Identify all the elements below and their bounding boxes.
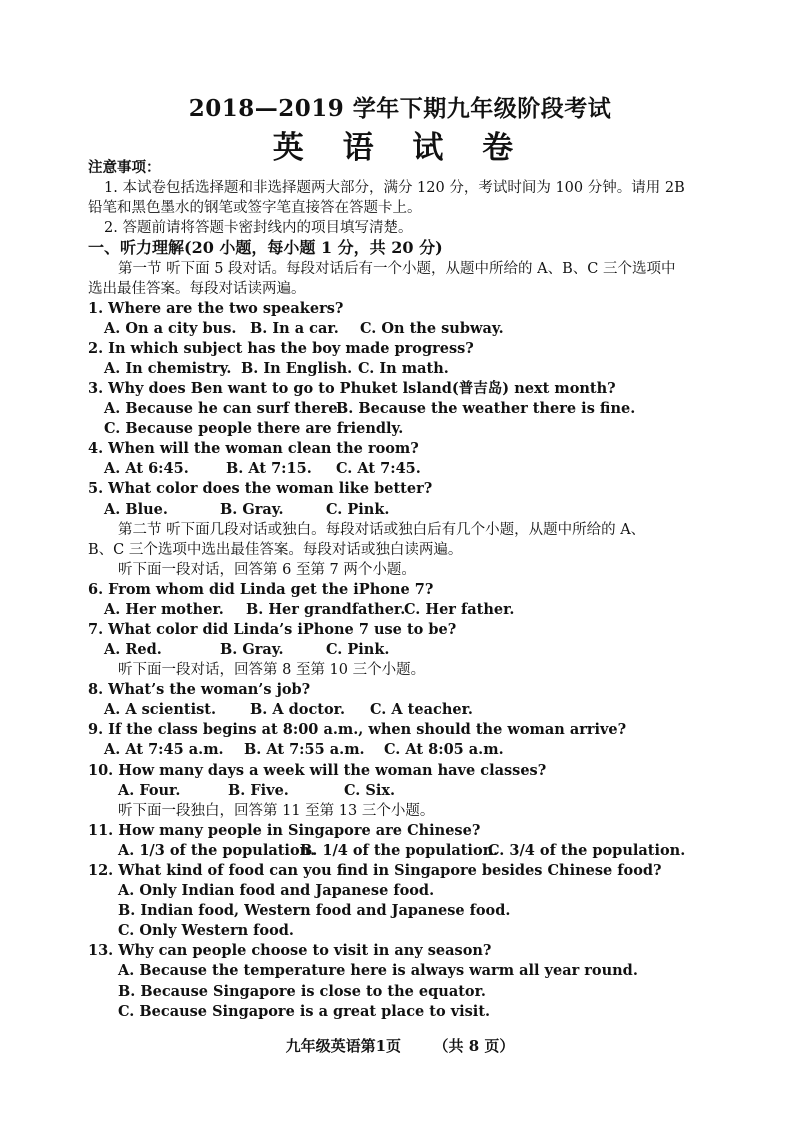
options-4 bbox=[104, 459, 720, 479]
option-c: C. Pink. bbox=[326, 501, 390, 518]
option-a: A. Her mother. bbox=[104, 601, 224, 618]
question-13: 13. Why can people choose to visit in any season? bbox=[88, 942, 492, 959]
option-c: C. In math. bbox=[358, 360, 449, 377]
page-footer bbox=[0, 1035, 800, 1056]
option-a: A. Only Indian food and Japanese food. bbox=[118, 882, 435, 899]
directions-11-13: 听下面一段独白，回答第 11 至第 13 三个小题。 bbox=[118, 803, 435, 819]
option-c: C. Only Western food. bbox=[118, 922, 294, 939]
option-b: B. In a car. bbox=[250, 320, 339, 337]
option-b: B. Gray. bbox=[220, 641, 284, 658]
option-b: B. In English. bbox=[241, 360, 353, 377]
option-b: B. At 7:55 a.m. bbox=[244, 741, 365, 758]
option-b: B. At 7:15. bbox=[226, 460, 312, 477]
question-11: 11. How many people in Singapore are Chinese? bbox=[88, 822, 481, 839]
total-pages-label: （共 8 页） bbox=[433, 1037, 515, 1055]
note-item-1-cont: 铅笔和黑色墨水的钢笔或签字笔直接答在答题卡上。 bbox=[88, 200, 422, 216]
option-a: A. Red. bbox=[104, 641, 162, 658]
option-c: C. Because Singapore is a great place to visit. bbox=[118, 1003, 491, 1020]
option-c: C. A teacher. bbox=[370, 701, 473, 718]
question-4: 4. When will the woman clean the room? bbox=[88, 440, 419, 457]
question-6: 6. From whom did Linda get the iPhone 7? bbox=[88, 581, 434, 598]
question-1: 1. Where are the two speakers? bbox=[88, 300, 344, 317]
option-b: B. A doctor. bbox=[250, 701, 346, 718]
part2-instructions-cont: B、C 三个选项中选出最佳答案。每段对话或独白读两遍。 bbox=[88, 542, 463, 558]
option-c: C. Six. bbox=[344, 782, 396, 799]
note-item-2: 2. 答题前请将答题卡密封线内的项目填写清楚。 bbox=[104, 220, 413, 236]
directions-8-10: 听下面一段对话，回答第 8 至第 10 三个小题。 bbox=[118, 662, 426, 678]
options-2 bbox=[104, 359, 720, 379]
part1-instructions: 第一节 听下面 5 段对话。每段对话后有一个小题，从题中所给的 A、B、C 三个选项中 bbox=[118, 261, 676, 277]
option-c: C. Because people there are friendly. bbox=[104, 420, 404, 437]
option-b: B. Indian food, Western food and Japanese food. bbox=[118, 902, 511, 919]
option-a: A. Because he can surf there. bbox=[104, 400, 343, 417]
option-a: A. Because the temperature here is always warm all year round. bbox=[118, 962, 638, 979]
notes-heading: 注意事项： bbox=[88, 159, 161, 176]
option-a: A. On a city bus. bbox=[104, 320, 237, 337]
option-b: B. Gray. bbox=[220, 501, 284, 518]
question-12: 12. What kind of food can you find in Singapore besides Chinese food? bbox=[88, 862, 662, 879]
question-7: 7. What color did Linda’s iPhone 7 use to be? bbox=[88, 621, 457, 638]
option-c: C. 3/4 of the population. bbox=[488, 842, 686, 859]
part1-instructions-cont: 选出最佳答案。每段对话读两遍。 bbox=[88, 281, 306, 297]
options-5 bbox=[104, 500, 720, 520]
options-7 bbox=[104, 640, 720, 660]
option-a: A. 1/3 of the population. bbox=[118, 842, 316, 859]
options-3 bbox=[104, 399, 720, 419]
exam-title: 2018—2019 学年下期九年级阶段考试 bbox=[188, 95, 612, 122]
options-1 bbox=[104, 319, 720, 339]
option-b: B. Because the weather there is fine. bbox=[336, 400, 636, 417]
options-10 bbox=[118, 781, 720, 801]
section-heading: 一、听力理解(20 小题，每小题 1 分，共 20 分) bbox=[88, 238, 443, 257]
question-9: 9. If the class begins at 8:00 a.m., when should the woman arrive? bbox=[88, 721, 627, 738]
option-b: B. 1/4 of the population. bbox=[300, 842, 499, 859]
page-label: 九年级英语第1页 bbox=[285, 1037, 402, 1055]
option-c: C. At 8:05 a.m. bbox=[384, 741, 504, 758]
option-a: A. In chemistry. bbox=[104, 360, 232, 377]
question-5: 5. What color does the woman like better? bbox=[88, 480, 433, 497]
option-c: C. Pink. bbox=[326, 641, 390, 658]
option-a: A. At 6:45. bbox=[104, 460, 189, 477]
question-8: 8. What’s the woman’s job? bbox=[88, 681, 311, 698]
option-b: B. Her grandfather. bbox=[246, 601, 406, 618]
options-8 bbox=[104, 700, 720, 720]
option-b: B. Because Singapore is close to the equator. bbox=[118, 983, 486, 1000]
option-c: C. At 7:45. bbox=[336, 460, 421, 477]
option-a: A. Four. bbox=[118, 782, 181, 799]
options-11 bbox=[118, 841, 720, 861]
option-c: C. On the subway. bbox=[360, 320, 504, 337]
question-2: 2. In which subject has the boy made progress? bbox=[88, 340, 474, 357]
options-6 bbox=[104, 600, 720, 620]
option-a: A. At 7:45 a.m. bbox=[104, 741, 224, 758]
note-item-1: 1. 本试卷包括选择题和非选择题两大部分，满分 120 分，考试时间为 100 分钟。请用 2B bbox=[104, 180, 685, 196]
directions-6-7: 听下面一段对话，回答第 6 至第 7 两个小题。 bbox=[118, 562, 416, 578]
option-a: A. Blue. bbox=[104, 501, 168, 518]
option-a: A. A scientist. bbox=[104, 701, 217, 718]
option-b: B. Five. bbox=[228, 782, 289, 799]
part2-instructions: 第二节 听下面几段对话或独白。每段对话或独白后有几个小题，从题中所给的 A、 bbox=[118, 522, 646, 538]
question-10: 10. How many days a week will the woman have classes? bbox=[88, 762, 547, 779]
question-3: 3. Why does Ben want to go to Phuket lsland(普吉岛) next month? bbox=[88, 380, 616, 397]
options-9 bbox=[104, 740, 720, 760]
exam-subject-title: 英 语 试 卷 bbox=[272, 130, 528, 166]
option-c: C. Her father. bbox=[404, 601, 515, 618]
